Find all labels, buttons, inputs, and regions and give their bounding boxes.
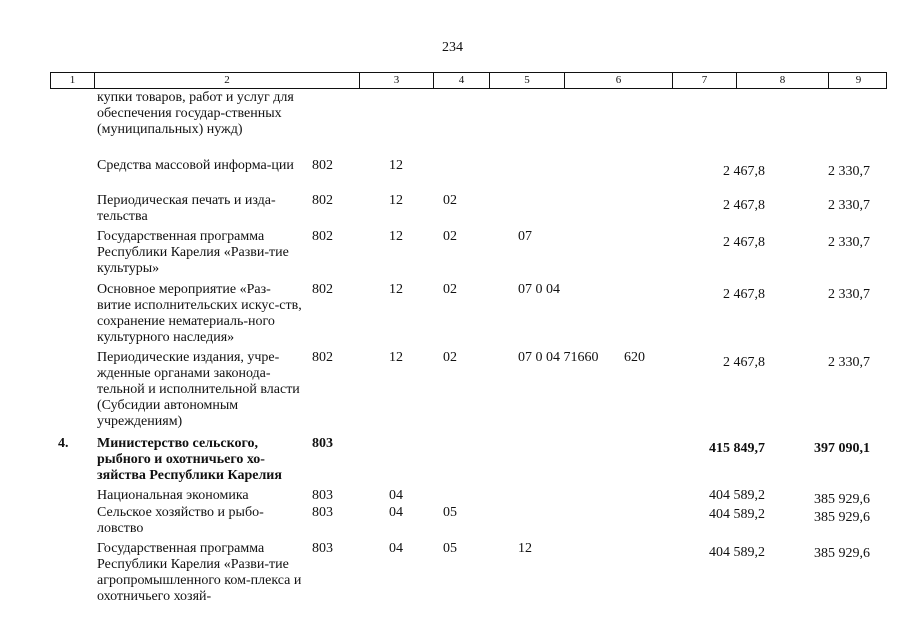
row-amount-1: 404 589,2: [709, 488, 765, 503]
header-col-4: 4: [433, 73, 489, 88]
header-col-9: 9: [828, 73, 888, 88]
page-number: 234: [442, 40, 463, 55]
row-ministry-code: 803: [312, 488, 333, 503]
row-section: 12: [389, 158, 403, 173]
row-amount-2: 385 929,6: [814, 492, 870, 507]
row-name: купки товаров, работ и услуг для обеспечения государ-ственных (муниципальных) нужд): [97, 90, 294, 137]
row-amount-2: 2 330,7: [828, 287, 870, 302]
row-ministry-code: 802: [312, 158, 333, 173]
row-subsection: 05: [443, 505, 457, 520]
table-header: [50, 72, 887, 89]
header-col-8: 8: [736, 73, 828, 88]
header-col-1: 1: [69, 74, 76, 86]
row-subsection: 05: [443, 541, 457, 556]
row-section: 12: [389, 229, 403, 244]
row-expense-type: 620: [624, 350, 645, 365]
row-amount-2: 2 330,7: [828, 164, 870, 179]
header-col-3: 3: [359, 73, 433, 88]
row-amount-2: 2 330,7: [828, 235, 870, 250]
row-ministry-code: 802: [312, 229, 333, 244]
row-ministry-code: 802: [312, 282, 333, 297]
row-amount-2: 385 929,6: [814, 510, 870, 525]
row-name: Основное мероприятие «Раз-витие исполнительских искус-ств, сохранение нематериаль-ного культурного наследия»: [97, 282, 302, 345]
row-target-article: 12: [518, 541, 532, 556]
row-amount-2: 2 330,7: [828, 355, 870, 370]
row-amount-1: 2 467,8: [723, 198, 765, 213]
row-subsection: 02: [443, 229, 457, 244]
row-name: Сельское хозяйство и рыбо-ловство: [97, 505, 264, 536]
row-section: 12: [389, 193, 403, 208]
row-name: Национальная экономика: [97, 488, 249, 503]
row-subsection: 02: [443, 350, 457, 365]
row-amount-1: 404 589,2: [709, 545, 765, 560]
row-amount-1: 2 467,8: [723, 355, 765, 370]
row-ministry-code: 803: [312, 505, 333, 520]
header-col-2: 2: [94, 73, 359, 88]
row-amount-2: 397 090,1: [814, 441, 870, 456]
row-name: Государственная программа Республики Карелия «Разви-тие агропромышленного ком-плекса и охотничьего хозяй-: [97, 541, 302, 604]
row-target-article: 07: [518, 229, 532, 244]
row-target-article: 07 0 04: [518, 282, 560, 297]
row-name: Министерство сельского, рыбного и охотничьего хо-зяйства Республики Карелия: [97, 436, 282, 483]
header-col-7: 7: [672, 73, 736, 88]
row-section: 04: [389, 541, 403, 556]
row-amount-2: 385 929,6: [814, 546, 870, 561]
row-amount-1: 2 467,8: [723, 235, 765, 250]
row-number: 4.: [58, 436, 69, 451]
row-ministry-code: 802: [312, 193, 333, 208]
row-ministry-code: 803: [312, 436, 333, 451]
row-target-article: 07 0 04 71660: [518, 350, 599, 365]
row-name: Средства массовой информа-ции: [97, 158, 294, 173]
row-subsection: 02: [443, 282, 457, 297]
row-name: Периодическая печать и изда-тельства: [97, 193, 276, 224]
header-col-6: 6: [564, 73, 672, 88]
row-ministry-code: 803: [312, 541, 333, 556]
row-amount-1: 404 589,2: [709, 507, 765, 522]
row-name: Государственная программа Республики Карелия «Разви-тие культуры»: [97, 229, 289, 276]
row-section: 04: [389, 488, 403, 503]
row-section: 12: [389, 282, 403, 297]
row-amount-2: 2 330,7: [828, 198, 870, 213]
row-amount-1: 415 849,7: [709, 441, 765, 456]
row-name: Периодические издания, учре-жденные органами законода-тельной и исполнительной власти (Субсидии автономным учреждениям): [97, 350, 300, 429]
header-col-5: 5: [489, 73, 564, 88]
row-amount-1: 2 467,8: [723, 287, 765, 302]
row-section: 12: [389, 350, 403, 365]
row-amount-1: 2 467,8: [723, 164, 765, 179]
row-ministry-code: 802: [312, 350, 333, 365]
row-section: 04: [389, 505, 403, 520]
row-subsection: 02: [443, 193, 457, 208]
